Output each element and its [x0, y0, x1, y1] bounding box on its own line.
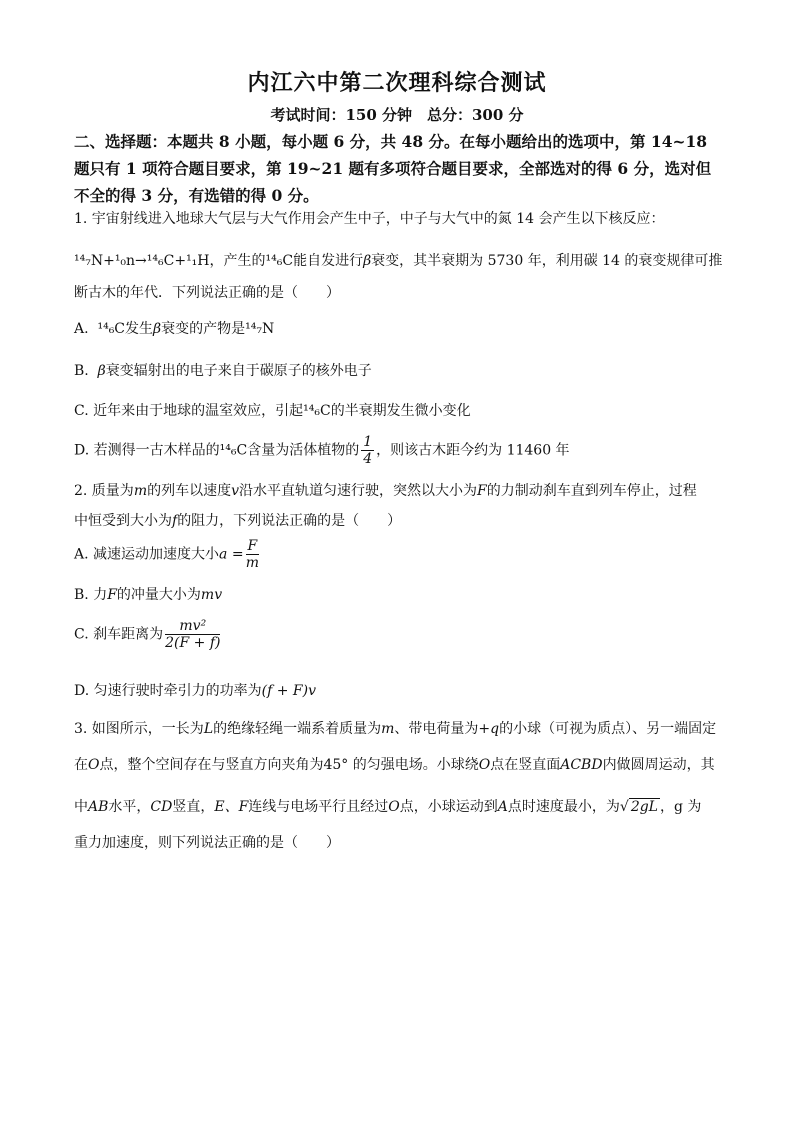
- q1-option-a[interactable]: A. ¹⁴₆C发生β衰变的产物是¹⁴₇N: [74, 321, 275, 337]
- section-instructions: 二、选择题：本题共 8 小题，每小题 6 分，共 48 分。在每小题给出的选项中，第 14~18 题只有 1 项符合题目要求，第 19~21 题有多项符合题目要求，全部选对的得 6 分，选对但不全的得 3 分，有选错的得 0 分。: [74, 132, 712, 205]
- q1-stem-line2: ¹⁴₇N+¹₀n→¹⁴₆C+¹₁H，产生的¹⁴₆C能自发进行β衰变，其半衰期为 5730 年，利用碳 14 的衰变规律可推: [74, 253, 723, 269]
- q1-option-c[interactable]: C. 近年来由于地球的温室效应，引起¹⁴₆C的半衰期发生微小变化: [74, 403, 471, 419]
- fraction-one-quarter: $\frac{1}{4}$: [363, 434, 373, 467]
- q2-stem-line2: 中恒受到大小为f的阻力，下列说法正确的是（ ）: [74, 513, 402, 529]
- q3-stem-line3: 中AB水平，CD竖直，E、F连线与电场平行且经过O点，小球运动到A点时速度最小，为√ 2gL ，g 为: [74, 799, 702, 815]
- q2-option-d[interactable]: D. 匀速行驶时牵引力的功率为(f + F)v: [74, 683, 316, 699]
- exam-info: 考试时间：150 分钟 总分：300 分: [270, 106, 524, 124]
- sqrt-2gL: 2gL: [630, 799, 658, 815]
- carbon-14: ¹⁴₆C: [265, 253, 294, 269]
- q2-option-c[interactable]: C. 刹车距离为 $\frac{\text{mv²}}{2(F + f)}$: [74, 618, 221, 651]
- fraction-braking-distance: $\frac{\text{mv²}}{2(F + f)}$: [165, 618, 221, 651]
- q3-stem-line4: 重力加速度，则下列说法正确的是（ ）: [74, 835, 340, 851]
- q1-stem-line1: 1. 宇宙射线进入地球大气层与大气作用会产生中子，中子与大气中的氮 14 会产生以下核反应：: [74, 211, 665, 227]
- q3-stem-line2: 在O点，整个空间存在与竖直方向夹角为45° 的匀强电场。小球绕O点在竖直面ACBD内做圆周运动，其: [74, 757, 715, 773]
- q3-stem-line1: 3. 如图所示，一长为L的绝缘轻绳一端系着质量为m、带电荷量为+q的小球（可视为质点）、另一端固定: [74, 721, 717, 737]
- q1-option-d[interactable]: D. 若测得一古木样品的¹⁴₆C含量为活体植物的 $\frac{1}{4}$ ，则该古木距今约为 11460 年: [74, 434, 570, 467]
- q1-stem-line3: 断古木的年代．下列说法正确的是（ ）: [74, 285, 340, 301]
- q2-option-b[interactable]: B. 力F的冲量大小为mv: [74, 587, 223, 603]
- nuclear-equation: ¹⁴₇N+¹₀n→¹⁴₆C+¹₁H: [74, 253, 210, 269]
- q1-option-b[interactable]: B. β衰变辐射出的电子来自于碳原子的核外电子: [74, 363, 372, 379]
- q2-stem-line1: 2. 质量为m的列车以速度v沿水平直轨道匀速行驶，突然以大小为F的力制动刹车直到列车停止，过程: [74, 483, 697, 499]
- q2-option-a[interactable]: A. 减速运动加速度大小a = $\frac{F}{m}$: [74, 538, 260, 571]
- fraction-F-over-m: $\frac{F}{m}$: [245, 538, 260, 571]
- page-title: 内江六中第二次理科综合测试: [247, 70, 547, 96]
